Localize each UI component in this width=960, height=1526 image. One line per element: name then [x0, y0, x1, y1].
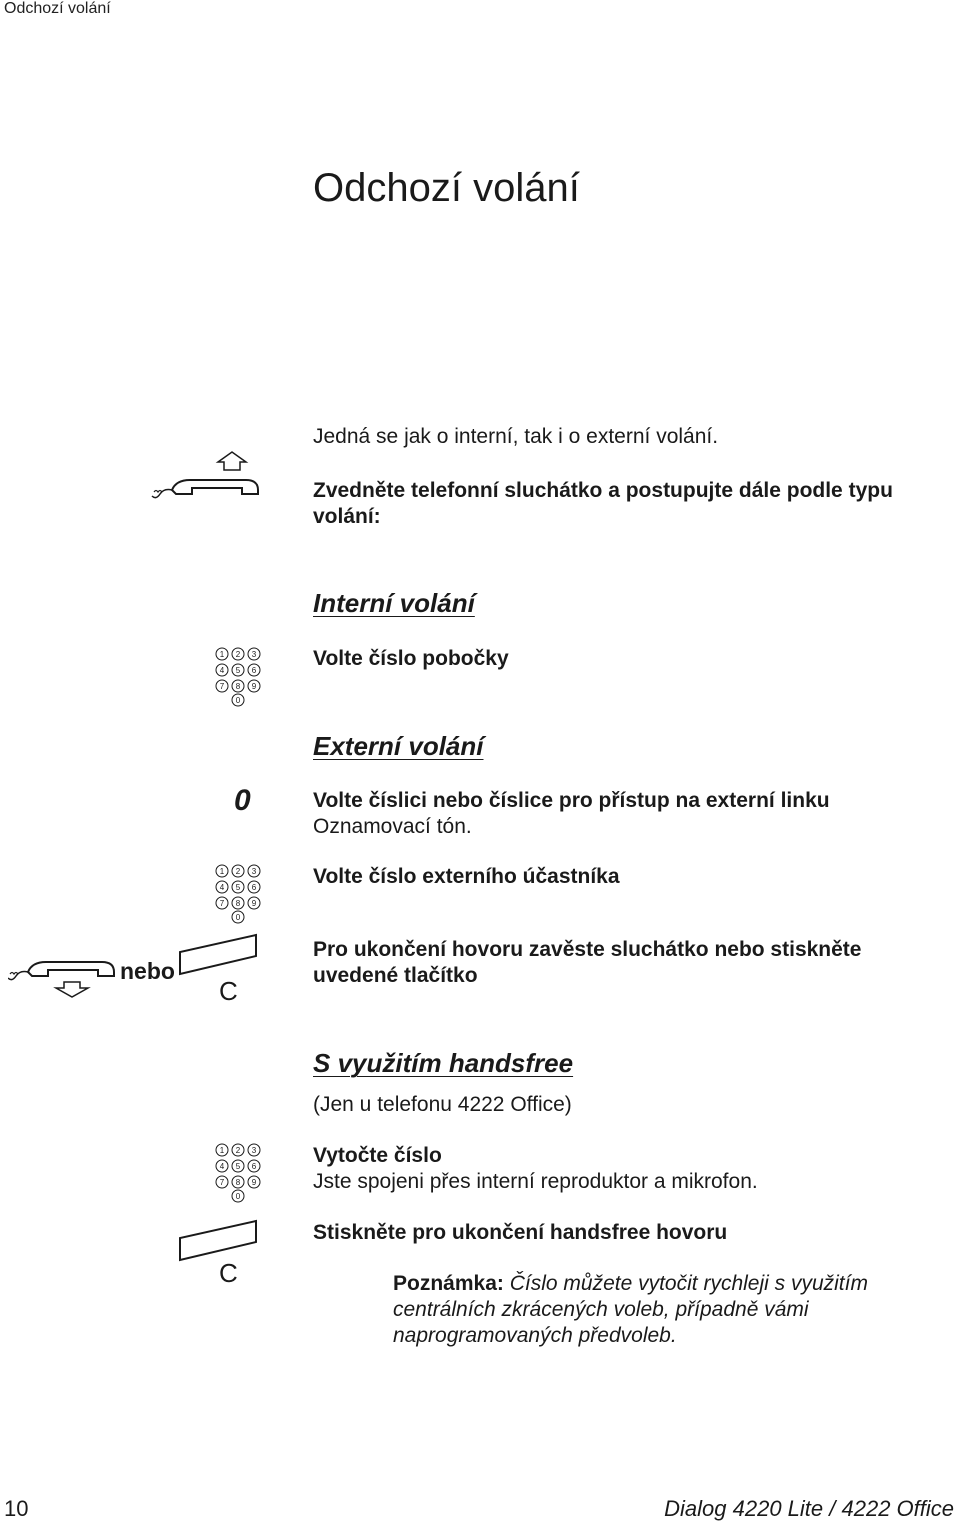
keypad-key-label: 4: [219, 666, 225, 675]
keypad-key: [248, 680, 260, 692]
keypad-key-label: 0: [235, 696, 241, 705]
keypad-key: [248, 1160, 260, 1172]
keypad-key: [216, 1160, 228, 1172]
clear-key-label: C: [219, 1258, 238, 1286]
keypad-key-label: 8: [235, 1178, 241, 1187]
keypad-key: [216, 680, 228, 692]
instruction-end-call-cont: uvedené tlačítko: [313, 964, 478, 987]
keypad-key-label: 7: [219, 1178, 225, 1187]
keypad-key-label: 5: [235, 1162, 241, 1171]
keypad-key: [248, 648, 260, 660]
or-label: nebo: [120, 958, 175, 984]
keypad-key: [232, 1176, 244, 1188]
keypad-key: [232, 1190, 244, 1202]
keypad-key: [232, 911, 244, 923]
keypad-key: [216, 1144, 228, 1156]
keypad-key: [232, 881, 244, 893]
keypad-key-label: 2: [235, 867, 241, 876]
keypad-icon: [213, 862, 263, 924]
running-header: Odchozí volání: [4, 0, 111, 17]
product-name: Dialog 4220 Lite / 4222 Office: [664, 1496, 954, 1521]
instruction-dial-access-digit: Volte číslici nebo číslice pro přístup na externí linku: [313, 789, 830, 812]
keypad-key: [216, 648, 228, 660]
keypad-key-label: 9: [251, 1178, 257, 1187]
keypad-icon: [213, 1141, 263, 1203]
speaker-mic-note: Jste spojeni přes interní reproduktor a mikrofon.: [313, 1170, 758, 1193]
instruction-lift: Zvedněte telefonní sluchátko a postupujte dále podle typu: [313, 479, 893, 502]
keypad-key: [248, 897, 260, 909]
handset-lift-icon: [150, 450, 265, 502]
keypad-icon: [213, 645, 263, 707]
note-block: [393, 1271, 933, 1349]
note-label: Poznámka:: [393, 1272, 504, 1295]
keypad-key: [232, 1160, 244, 1172]
instruction-lift-cont: volání:: [313, 505, 381, 528]
keypad-key-label: 0: [235, 913, 241, 922]
keypad-key-label: 1: [219, 1146, 225, 1155]
keypad-key-label: 9: [251, 682, 257, 691]
instruction-end-handsfree: Stiskněte pro ukončení handsfree hovoru: [313, 1221, 728, 1244]
zero-key-label: 0: [234, 784, 251, 817]
keypad-key-label: 6: [251, 666, 257, 675]
keypad-key-label: 7: [219, 899, 225, 908]
keypad-key-label: 4: [219, 883, 225, 892]
keypad-key: [248, 1144, 260, 1156]
instruction-dial-number: Vytočte číslo: [313, 1144, 442, 1167]
keypad-key-label: 8: [235, 899, 241, 908]
note-text: Číslo můžete vytočit rychleji s využitím centrálních zkrácených voleb, případně vámi naprogramovaných předvoleb.: [393, 1272, 868, 1347]
clear-key-icon: [176, 932, 262, 1004]
keypad-key: [248, 1176, 260, 1188]
section-heading-external: Externí volání: [313, 731, 484, 761]
instruction-dial-external-number: Volte číslo externího účastníka: [313, 865, 620, 888]
keypad-key: [232, 648, 244, 660]
section-heading-handsfree: S využitím handsfree: [313, 1048, 574, 1078]
keypad-key: [232, 897, 244, 909]
page-title: Odchozí volání: [313, 166, 580, 210]
keypad-key: [248, 881, 260, 893]
keypad-key: [216, 881, 228, 893]
intro-text: Jedná se jak o interní, tak i o externí volání.: [313, 425, 719, 448]
keypad-key: [216, 1176, 228, 1188]
clear-key-icon: [176, 1214, 262, 1286]
keypad-key-label: 5: [235, 883, 241, 892]
instruction-end-call: Pro ukončení hovoru zavěste sluchátko nebo stiskněte: [313, 938, 862, 961]
instruction-dial-extension: Volte číslo pobočky: [313, 647, 509, 670]
keypad-key: [232, 1144, 244, 1156]
keypad-key: [232, 865, 244, 877]
dial-tone-note: Oznamovací tón.: [313, 815, 472, 838]
keypad-key-label: 4: [219, 1162, 225, 1171]
keypad-key-label: 1: [219, 650, 225, 659]
keypad-key-label: 9: [251, 899, 257, 908]
keypad-key-label: 6: [251, 883, 257, 892]
keypad-key-label: 3: [251, 1146, 257, 1155]
keypad-key-label: 2: [235, 650, 241, 659]
page-number: 10: [4, 1496, 29, 1521]
keypad-key: [248, 664, 260, 676]
keypad-key: [216, 865, 228, 877]
keypad-key-label: 5: [235, 666, 241, 675]
keypad-key: [216, 897, 228, 909]
keypad-key-label: 7: [219, 682, 225, 691]
handset-replace-icon: [8, 950, 120, 998]
keypad-key-label: 3: [251, 867, 257, 876]
section-heading-internal: Interní volání: [313, 588, 475, 618]
handsfree-model-note: (Jen u telefonu 4222 Office): [313, 1093, 572, 1116]
keypad-key: [232, 664, 244, 676]
keypad-key: [232, 694, 244, 706]
keypad-key-label: 6: [251, 1162, 257, 1171]
keypad-key-label: 8: [235, 682, 241, 691]
keypad-key-label: 3: [251, 650, 257, 659]
clear-key-label: C: [219, 976, 238, 1004]
keypad-key: [232, 680, 244, 692]
keypad-key-label: 2: [235, 1146, 241, 1155]
keypad-key: [216, 664, 228, 676]
keypad-key: [248, 865, 260, 877]
keypad-key-label: 0: [235, 1192, 241, 1201]
keypad-key-label: 1: [219, 867, 225, 876]
